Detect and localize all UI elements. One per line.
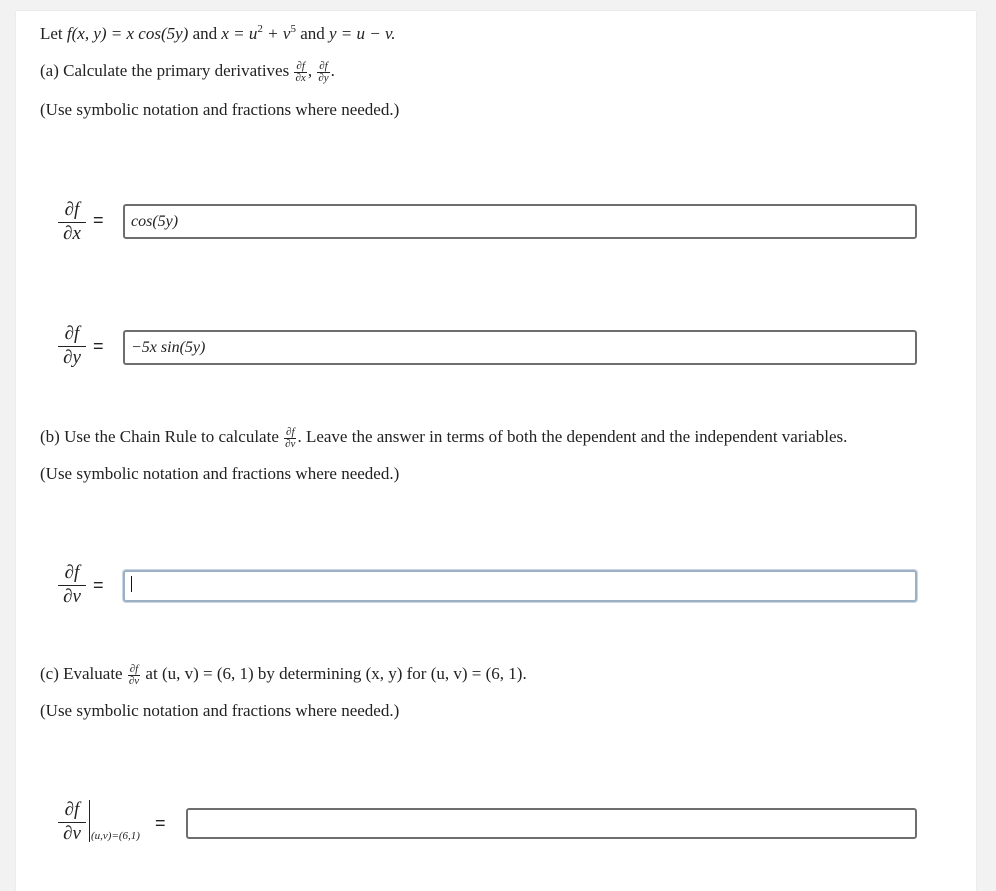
part-a-note: (Use symbolic notation and fractions where needed.) — [40, 100, 400, 119]
df-dv-inline: $\frac{\partial f}{\partial v}$ — [285, 425, 296, 450]
df-dv-label: ∂f ∂v — [58, 563, 86, 607]
df-dx-inline: $\frac{\partial f}{\partial x}$ — [295, 59, 306, 84]
part-c-prompt: (c) Evaluate $\frac{\partial f}{\partial v}$ at (u, v) = (6, 1) by determining (x, y) for (u, v) = (6, 1). — [40, 662, 527, 687]
equals-sign: = — [93, 336, 104, 356]
evaluation-bar — [89, 800, 90, 842]
df-dv-eval-label: ∂f ∂v — [58, 800, 86, 844]
df-dv-inline: $\frac{\partial f}{\partial v}$ — [128, 662, 140, 687]
df-dy-inline: $\frac{\partial f}{\partial y}$ — [318, 59, 329, 84]
equals-sign: = — [93, 575, 104, 595]
part-b-note: (Use symbolic notation and fractions where needed.) — [40, 464, 400, 483]
df-dy-answer-input[interactable]: −5x sin(5y) — [123, 330, 917, 365]
function-definition: f(x, y) = x cos(5y) — [66, 24, 189, 43]
evaluation-point: (u,v)=(6,1) — [91, 830, 140, 842]
equals-sign: = — [93, 210, 104, 230]
part-c-note: (Use symbolic notation and fractions where needed.) — [40, 701, 400, 720]
question-panel — [16, 11, 976, 891]
df-dy-label: ∂f ∂y — [58, 324, 86, 368]
part-b-prompt: (b) Use the Chain Rule to calculate $\frac{\partial f}{\partial v}$ . Leave the answer in terms of both the dependent and the independent variables. — [40, 425, 848, 450]
part-a-prompt: (a) Calculate the primary derivatives $\frac{\partial f}{\partial x}$ , $\frac{\partial f}{\partial y}$ . — [40, 59, 335, 84]
df-dv-answer-input[interactable] — [123, 570, 917, 602]
x-definition: $x = u^2 + v^5$ — [221, 23, 296, 43]
df-dx-answer-input[interactable]: cos(5y) — [123, 204, 917, 239]
df-dx-label: ∂f ∂x — [58, 200, 86, 244]
equals-sign: = — [155, 813, 166, 833]
problem-statement: Let f(x, y) = x cos(5y) and $x = u^2 + v^5$ and y = u − v. — [40, 23, 396, 43]
text-caret — [131, 576, 132, 592]
df-dv-evaluated-answer-input[interactable] — [186, 808, 917, 839]
y-definition: y = u − v. — [329, 24, 396, 43]
